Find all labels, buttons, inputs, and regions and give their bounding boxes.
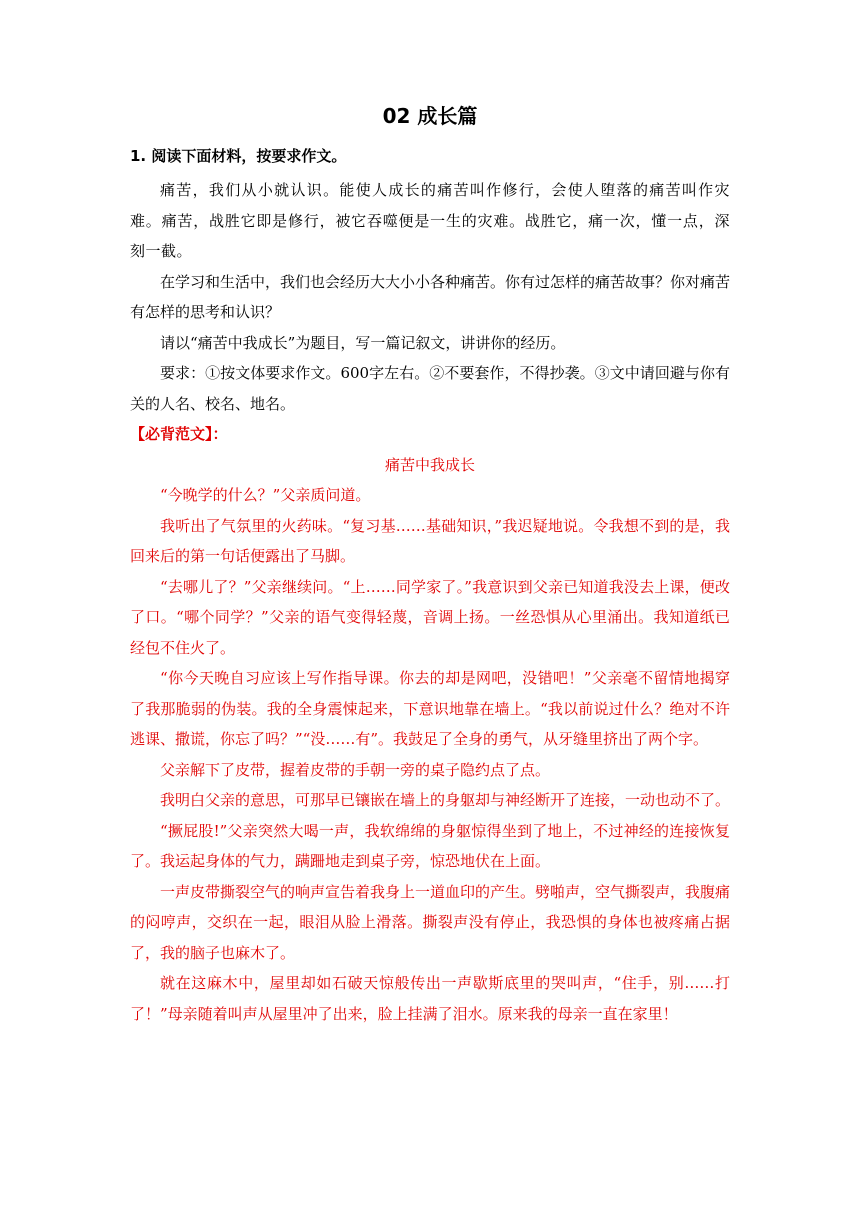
essay-paragraph: 就在这麻木中，屋里却如石破天惊般传出一声歇斯底里的哭叫声，“住手，别……打了！”母亲随着叫声从屋里冲了出来，脸上挂满了泪水。原来我的母亲一直在家里！ — [130, 974, 730, 1023]
question-heading: 1. 阅读下面材料，按要求作文。 — [130, 147, 347, 165]
essay-paragraph: “你今天晚自习应该上写作指导课。你去的却是网吧，没错吧！”父亲毫不留情地揭穿了我那脆弱的伪装。我的全身震悚起来，下意识地靠在墙上。“我以前说过什么？绝对不许逃课、撒谎，你忘了吗？”“没……有”。我鼓足了全身的勇气，从牙缝里挤出了两个字。 — [130, 669, 730, 748]
essay-paragraph: 我明白父亲的意思，可那早已镶嵌在墙上的身躯却与神经断开了连接，一动也动不了。 — [160, 791, 731, 809]
material-paragraph: 痛苦，我们从小就认识。能使人成长的痛苦叫作修行，会使人堕落的痛苦叫作灾难。痛苦，战胜它即是修行，被它吞噬便是一生的灾难。战胜它，痛一次，懂一点，深刻一截。 — [130, 181, 730, 260]
requirements-paragraph: 要求：①按文体要求作文。600字左右。②不要套作，不得抄袭。③文中请回避与你有关的人名、校名、地名。 — [130, 364, 730, 413]
essay-paragraph: “今晚学的什么？”父亲质问道。 — [160, 486, 371, 504]
page-title: 02 成长篇 — [382, 104, 478, 128]
essay-paragraph: “撅屁股!”父亲突然大喝一声，我软绵绵的身躯惊得坐到了地上，不过神经的连接恢复了。我运起身体的气力，蹒跚地走到桌子旁，惊恐地伏在上面。 — [130, 821, 730, 870]
essay-paragraph: 我听出了气氛里的火药味。“复习基……基础知识，”我迟疑地说。令我想不到的是，我回来后的第一句话便露出了马脚。 — [130, 516, 730, 565]
material-paragraph: 在学习和生活中，我们也会经历大大小小各种痛苦。你有过怎样的痛苦故事？你对痛苦有怎样的思考和认识？ — [130, 272, 731, 321]
essay-paragraph: 父亲解下了皮带，握着皮带的手朝一旁的桌子隐约点了点。 — [160, 760, 551, 779]
model-essay-label: 【必背范文】： — [130, 425, 228, 443]
essay-title: 痛苦中我成长 — [384, 455, 475, 474]
material-paragraph: 请以“痛苦中我成长”为题目，写一篇记叙文，讲讲你的经历。 — [160, 333, 566, 352]
essay-paragraph: “去哪儿了？”父亲继续问。“上……同学家了。”我意识到父亲已知道我没去上课，便改了口。“哪个同学？”父亲的语气变得轻蔑，音调上扬。一丝恐惧从心里涌出。我知道纸已经包不住火了。 — [130, 577, 730, 657]
essay-paragraph: 一声皮带撕裂空气的响声宣告着我身上一道血印的产生。劈啪声，空气撕裂声，我腹痛的闷哼声，交织在一起，眼泪从脸上滑落。撕裂声没有停止，我恐惧的身体也被疼痛占据了，我的脑子也麻木了。 — [130, 882, 731, 962]
document-body — [130, 100, 730, 1029]
